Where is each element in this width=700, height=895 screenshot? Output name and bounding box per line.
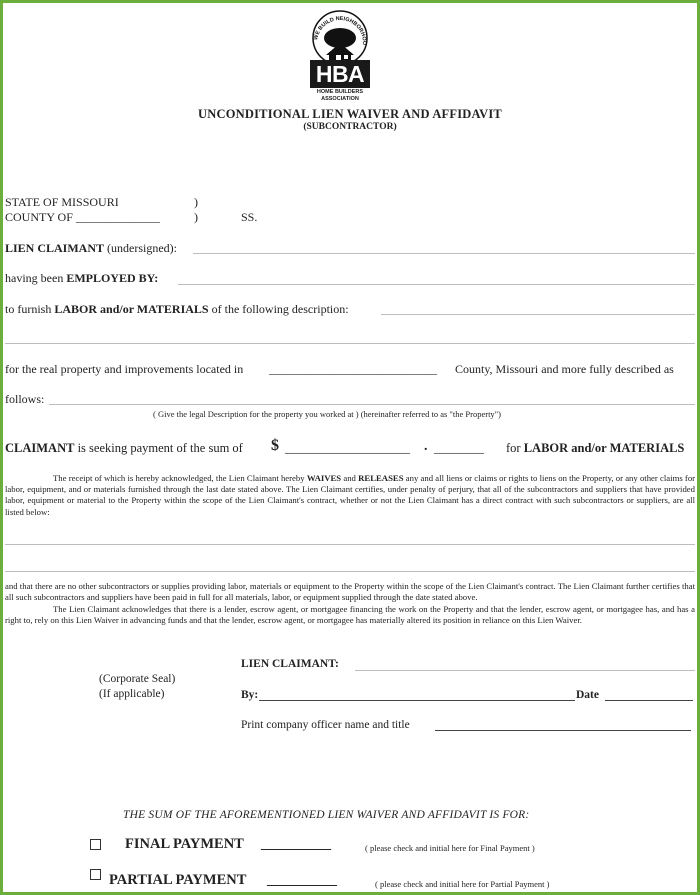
- date-field[interactable]: [605, 700, 693, 701]
- partial-payment-checkbox[interactable]: [90, 869, 101, 880]
- furnish-line: [5, 302, 349, 317]
- payment-labor: LABOR and/or MATERIALS: [523, 441, 685, 455]
- sum-statement: THE SUM OF THE AFOREMENTIONED LIEN WAIVER AND AFFIDAVIT IS FOR:: [123, 809, 530, 821]
- lender-paragraph: [5, 604, 695, 626]
- signature-claimant-label: LIEN CLAIMANT:: [241, 658, 339, 670]
- description-field-2[interactable]: [5, 343, 695, 344]
- payment-line: [5, 441, 243, 456]
- partial-payment-label: PARTIAL PAYMENT: [109, 872, 247, 888]
- subcontractor-list-line-2[interactable]: [5, 571, 695, 572]
- payment-text: is seeking payment of the sum of: [77, 441, 243, 455]
- employed-label: EMPLOYED BY:: [66, 271, 159, 285]
- employed-by-field[interactable]: [178, 284, 695, 285]
- employed-by-line: [5, 271, 158, 286]
- county-label: COUNTY OF ______________: [5, 210, 160, 224]
- document-title: UNCONDITIONAL LIEN WAIVER AND AFFIDAVIT: [198, 107, 502, 121]
- property-text: for the real property and improvements located in: [5, 362, 244, 376]
- releases-text: RELEASES: [358, 473, 404, 483]
- receipt-paragraph: [5, 473, 695, 518]
- lien-claimant-line: [5, 241, 177, 256]
- furnish-prefix: to furnish: [5, 302, 52, 316]
- corporate-seal-label: (Corporate Seal): [99, 673, 176, 685]
- partial-payment-note: ( please check and initial here for Partial Payment ): [375, 879, 550, 889]
- waives-text: WAIVES: [306, 473, 342, 483]
- payment-for-line: [506, 441, 684, 456]
- dollar-sign: $: [271, 437, 279, 454]
- print-name-field[interactable]: [435, 730, 691, 731]
- amount-dot: .: [424, 439, 428, 454]
- if-applicable-label: (If applicable): [99, 688, 165, 700]
- print-name-label: Print company officer name and title: [241, 719, 410, 731]
- lender-text: The Lien Claimant acknowledges that there is a lender, escrow agent, or mortgagee financing the work on the Property and that the lender, escrow agent, or mortgagee has, and has a right to, rely on this Lien Waiver in advancing funds and that the lender, escrow agent, or mortgagee has materially altered its position in reliance on this Lien Waiver.: [5, 604, 695, 626]
- final-payment-label: FINAL PAYMENT: [125, 836, 244, 852]
- by-label: By:: [241, 689, 259, 701]
- legal-description-note: ( Give the legal Description for the property you worked at ) (hereinafter referred to as "the Property"): [153, 409, 501, 419]
- document-subtitle: (SUBCONTRACTOR): [303, 122, 397, 132]
- logo-line1: HOME BUILDERS: [316, 89, 364, 95]
- follows-label: follows:: [5, 392, 45, 406]
- hba-logo: [300, 5, 380, 105]
- lien-claimant-label: LIEN CLAIMANT: [5, 241, 105, 255]
- by-signature-field[interactable]: [259, 700, 575, 701]
- property-suffix: County, Missouri and more fully described as: [455, 362, 674, 376]
- certification-text: and that there are no other subcontractors or supplies providing labor, materials or equipment to the Property within the scope of the Lien Claimant's contract. The Lien Claimant further certifies that all such subcontractors and suppliers have been paid in full for all materials, labor, or equipment supplied through the date stated above.: [5, 581, 695, 603]
- county-blank[interactable]: ____________________________: [269, 362, 437, 376]
- signature-claimant-field[interactable]: [355, 670, 695, 671]
- amount-cents-field[interactable]: ________: [434, 441, 484, 455]
- certification-paragraph: [5, 581, 695, 603]
- amount-dollars-field[interactable]: ____________________: [285, 441, 410, 455]
- document-page: [3, 3, 697, 892]
- logo-initials: HBA: [310, 60, 370, 88]
- final-payment-note: ( please check and initial here for Final Payment ): [365, 843, 535, 853]
- payment-for: for: [506, 441, 521, 455]
- waives-and: and: [343, 473, 356, 483]
- ss-label: SS.: [241, 210, 258, 224]
- payment-claimant: CLAIMANT: [5, 441, 75, 455]
- description-field-1[interactable]: [381, 314, 695, 315]
- final-payment-checkbox[interactable]: [90, 839, 101, 850]
- furnish-label: LABOR and/or MATERIALS: [54, 302, 209, 316]
- legal-description-field[interactable]: [49, 404, 695, 405]
- receipt-part2: any and all liens or claims or rights to liens on the Property, or any other claims for labor, equipment, and or materials furnished through the last date stated above. The Lien Claimant certifies, under penalty of perjury, that all of the subcontractors and suppliers that have provided labor, equipment or material to the Property within the scope of the Lien Claimant's contract, whether or not the Lien Claimant has a direct contract with such subcontractors or suppliers, are all listed below:: [5, 473, 696, 517]
- date-label: Date: [576, 689, 599, 701]
- subcontractor-list-line-1[interactable]: [5, 544, 695, 545]
- final-payment-initial-field[interactable]: __________: [261, 837, 331, 852]
- logo-ring-text: WE BUILD NEIGHBORHOO: [313, 15, 368, 46]
- property-line: [5, 362, 243, 377]
- partial-payment-initial-field[interactable]: __________: [267, 873, 337, 888]
- venue-paren-1: ): [194, 195, 198, 209]
- state-label: STATE OF MISSOURI: [5, 195, 119, 209]
- logo-line2: ASSOCIATION: [321, 96, 359, 102]
- lien-claimant-field[interactable]: [193, 253, 695, 254]
- employed-prefix: having been: [5, 271, 64, 285]
- furnish-suffix: of the following description:: [211, 302, 349, 316]
- venue-paren-2: ): [194, 210, 198, 224]
- receipt-part1: The receipt of which is hereby acknowledged, the Lien Claimant hereby: [53, 473, 305, 483]
- lien-claimant-note: (undersigned):: [107, 241, 177, 255]
- house-tree-icon: [300, 5, 380, 65]
